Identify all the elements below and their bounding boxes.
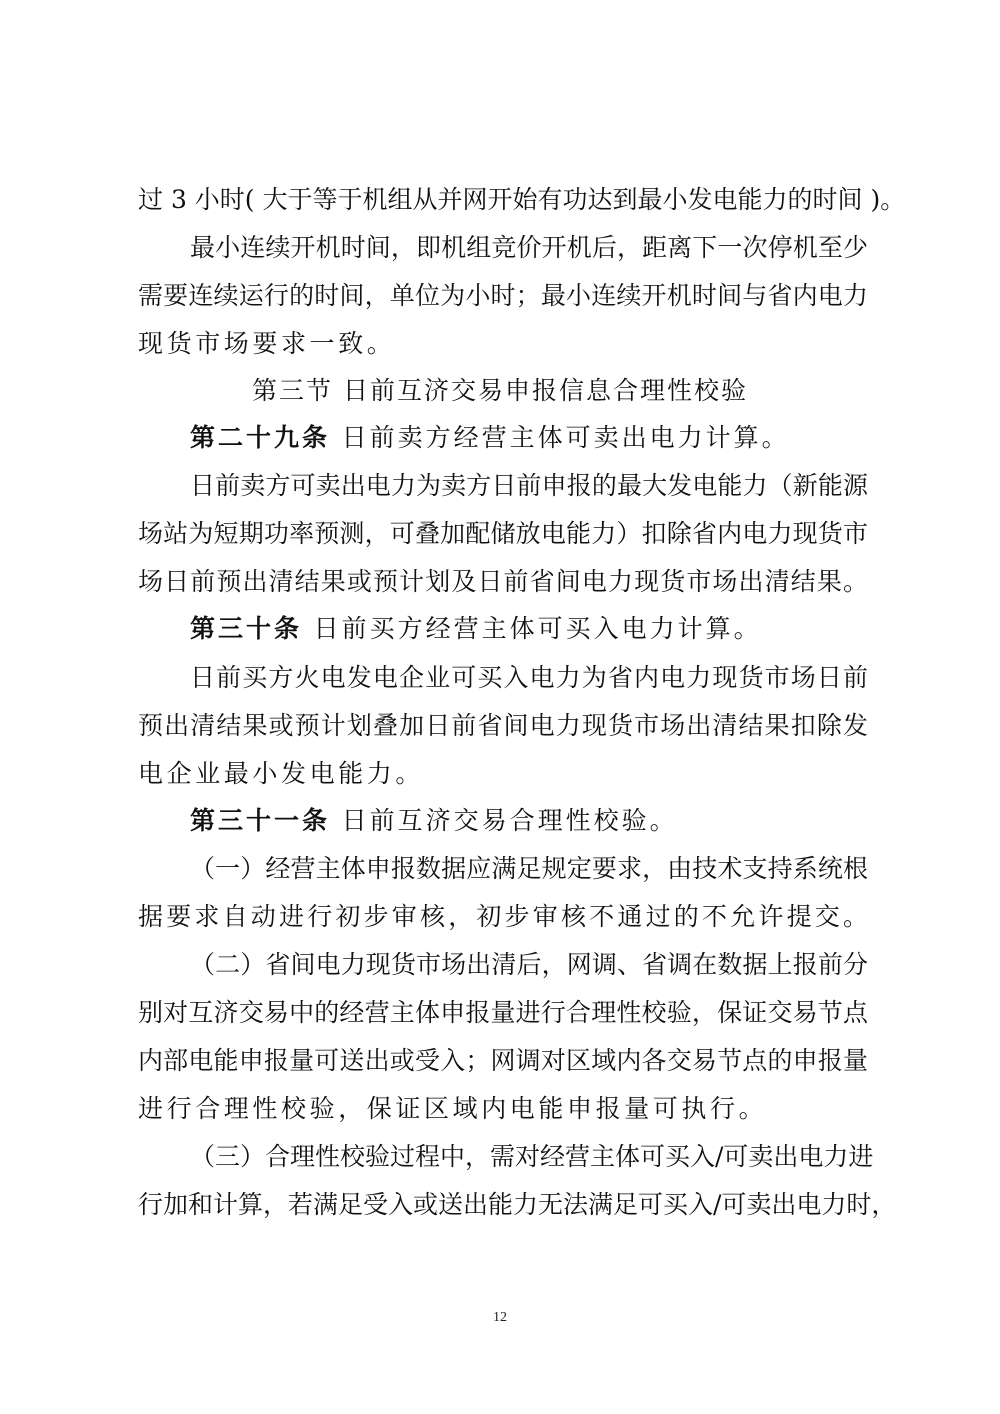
- article-label: 第三十一条: [190, 806, 331, 835]
- article-label: 第二十九条: [190, 423, 331, 452]
- paragraph-line: 别对互济交易中的经营主体申报量进行合理性校验，保证交易节点: [138, 998, 868, 1027]
- paragraph-line: 过 3 小时( 大于等于机组从并网开始有功达到最小发电能力的时间 )。: [138, 185, 906, 214]
- paragraph-line: （三）合理性校验过程中，需对经营主体可买入/可卖出电力进: [190, 1142, 874, 1171]
- paragraph-line: 场站为短期功率预测，可叠加配储放电能力）扣除省内电力现货市: [138, 519, 868, 548]
- paragraph-line: 日前卖方可卖出电力为卖方日前申报的最大发电能力（新能源: [190, 471, 868, 500]
- paragraph-line: 预出清结果或预计划叠加日前省间电力现货市场出清结果扣除发: [138, 711, 868, 740]
- paragraph-line: 最小连续开机时间，即机组竞价开机后，距离下一次停机至少: [190, 233, 868, 262]
- paragraph-line: （二）省间电力现货市场出清后，网调、省调在数据上报前分: [190, 950, 868, 979]
- article-line: [190, 414, 868, 462]
- paragraph-line: 电企业最小发电能力。: [138, 759, 425, 788]
- paragraph-line: 进行合理性校验，保证区域内电能申报量可执行。: [138, 1094, 768, 1123]
- paragraph-line: 行加和计算，若满足受入或送出能力无法满足可买入/可卖出电力时，: [138, 1190, 897, 1219]
- paragraph-line: （一）经营主体申报数据应满足规定要求，由技术支持系统根: [190, 854, 868, 883]
- article-title: 日前互济交易合理性校验。: [341, 806, 678, 835]
- paragraph-line: 日前买方火电发电企业可买入电力为省内电力现货市场日前: [190, 663, 868, 692]
- paragraph-line: 内部电能申报量可送出或受入；网调对区域内各交易节点的申报量: [138, 1046, 868, 1075]
- paragraph-line: 场日前预出清结果或预计划及日前省间电力现货市场出清结果。: [138, 567, 868, 596]
- paragraph-line: 需要连续运行的时间，单位为小时；最小连续开机时间与省内电力: [138, 281, 868, 310]
- paragraph-line: 据要求自动进行初步审核，初步审核不通过的不允许提交。: [138, 902, 868, 931]
- article-line: [190, 797, 868, 845]
- article-title: 日前买方经营主体可买入电力计算。: [313, 614, 762, 643]
- article-line: [190, 605, 868, 653]
- article-label: 第三十条: [190, 614, 303, 643]
- article-title: 日前卖方经营主体可卖出电力计算。: [341, 423, 790, 452]
- page-number: 12: [493, 1310, 507, 1325]
- section-heading: 第三节 日前互济交易申报信息合理性校验: [252, 376, 748, 405]
- paragraph-line: 现货市场要求一致。: [138, 329, 396, 358]
